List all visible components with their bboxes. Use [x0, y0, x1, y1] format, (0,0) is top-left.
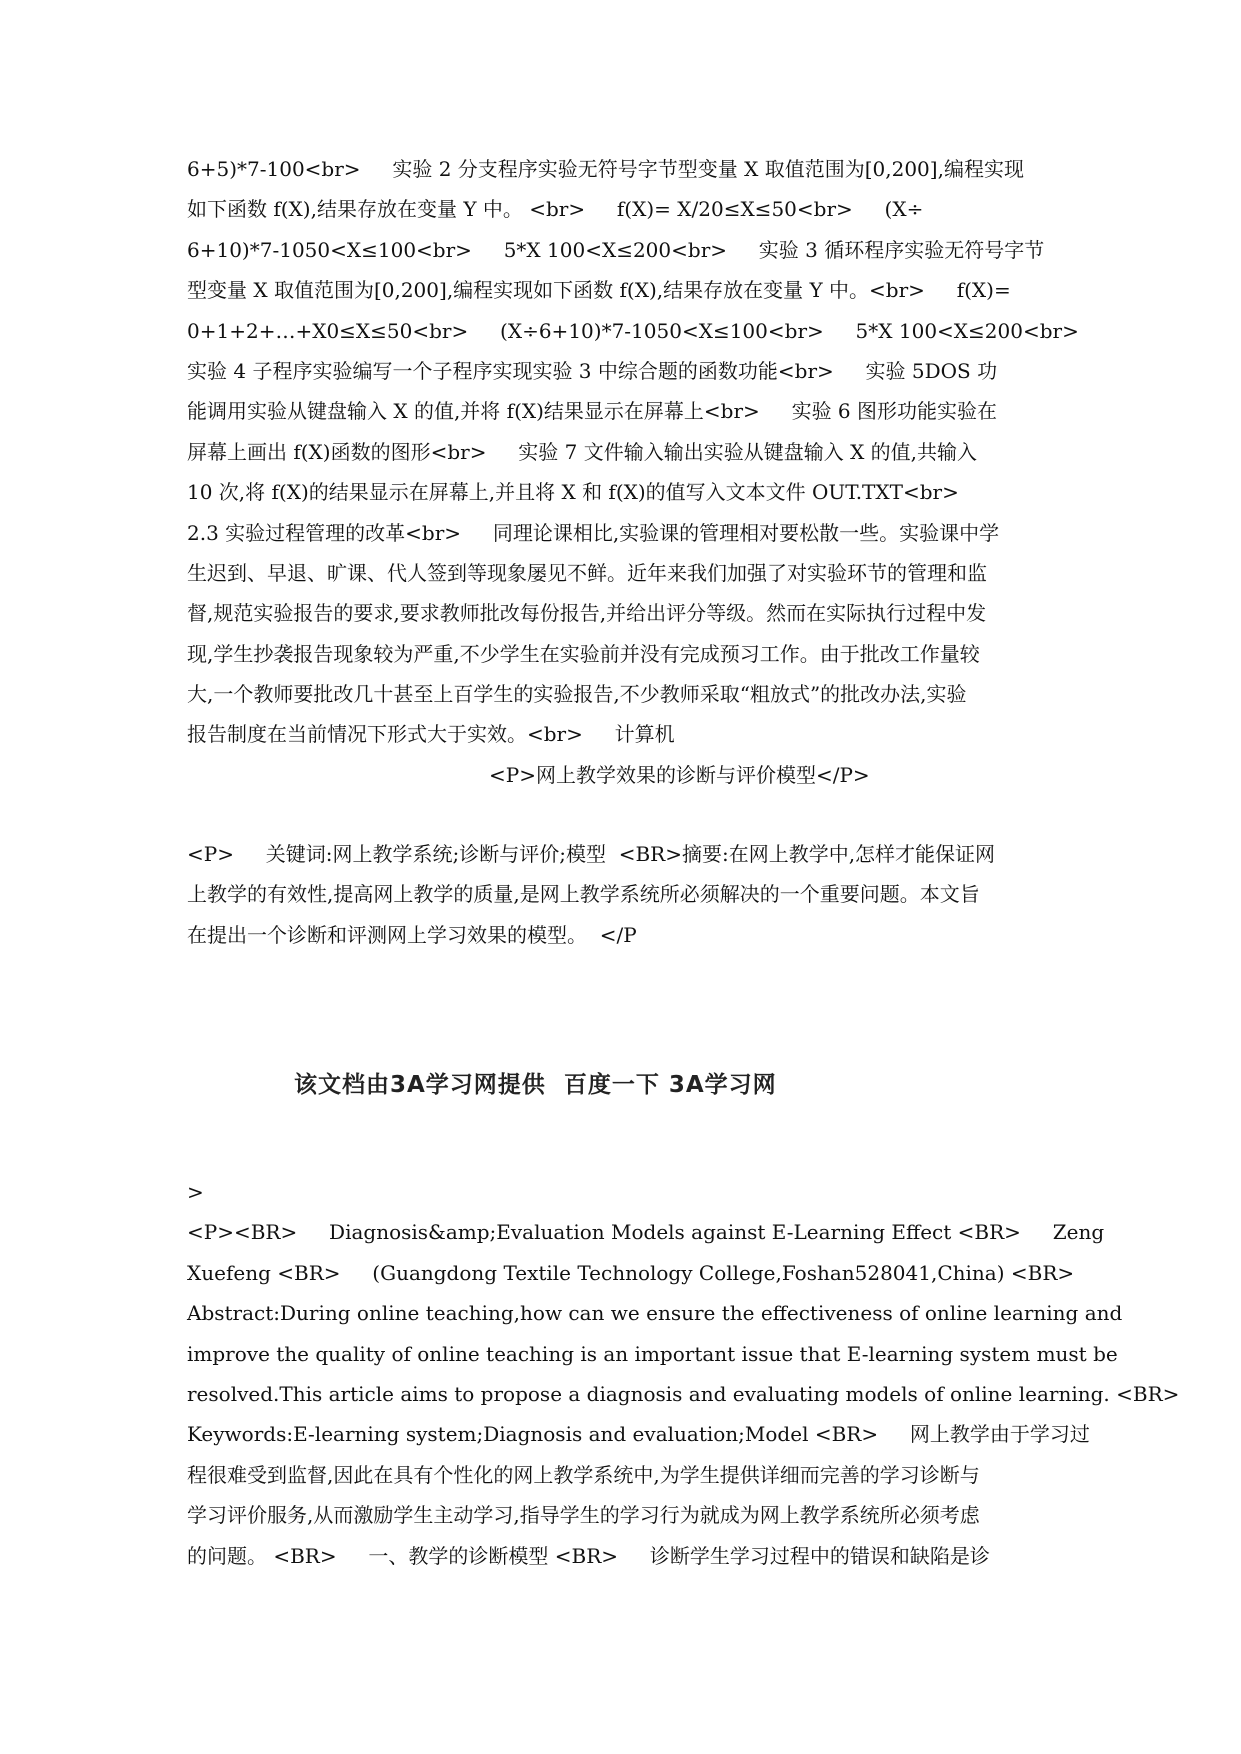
text-line: 在提出一个诊断和评测网上学习效果的模型。 </P	[187, 922, 637, 947]
text-line: 督,规范实验报告的要求,要求教师批改每份报告,并给出评分等级。然而在实际执行过程中发	[187, 601, 987, 626]
text-line: 0+1+2+…+X0≤X≤50<br> (X÷6+10)*7-1050<X≤100<br> 5*X 100<X≤200<br>	[187, 318, 1079, 343]
text-line: <P> 关键词:网上教学系统;诊断与评价;模型 <BR>摘要:在网上教学中,怎样才能保证网	[187, 842, 996, 866]
text-line: 能调用实验从键盘输入 X 的值,并将 f(X)结果显示在屏幕上<br> 实验 6 图形功能实验在	[187, 399, 998, 424]
text-line: <P><BR> Diagnosis&amp;Evaluation Models against E-Learning Effect <BR> Zeng	[187, 1220, 1105, 1245]
text-line: Abstract:During online teaching,how can we ensure the effectiveness of online learning and	[187, 1301, 1123, 1326]
text-line: 程很难受到监督,因此在具有个性化的网上教学系统中,为学生提供详细而完善的学习诊断与	[187, 1462, 980, 1487]
text-line: 学习评价服务,从而激励学生主动学习,指导学生的学习行为就成为网上教学系统所必须考虑	[187, 1503, 980, 1528]
document-section-english-abstract	[187, 1172, 1180, 1576]
text-line: 上教学的有效性,提高网上教学的质量,是网上教学系统所必须解决的一个重要问题。本文旨	[187, 882, 980, 907]
text-line: 型变量 X 取值范围为[0,200],编程实现如下函数 f(X),结果存放在变量 Y 中。<br> f(X)=	[187, 278, 1011, 303]
text-line: 6+5)*7-100<br> 实验 2 分支程序实验无符号字节型变量 X 取值范围为[0,200],编程实现	[187, 157, 1024, 181]
text-line: 2.3 实验过程管理的改革<br> 同理论课相比,实验课的管理相对要松散一些。实验课中学	[187, 520, 1000, 545]
text-line: improve the quality of online teaching is an important issue that E-learning system must be	[187, 1341, 1118, 1366]
text-line: 报告制度在当前情况下形式大于实效。<br> 计算机	[187, 722, 675, 747]
text-line: 的问题。 <BR> 一、教学的诊断模型 <BR> 诊断学生学习过程中的错误和缺陷是诊	[187, 1543, 990, 1568]
document-section-chinese-abstract	[187, 834, 1067, 955]
text-line: Xuefeng <BR> (Guangdong Textile Technology College,Foshan528041,China) <BR>	[187, 1260, 1075, 1285]
text-line: 屏幕上画出 f(X)函数的图形<br> 实验 7 文件输入输出实验从键盘输入 X 的值,共输入	[187, 439, 978, 464]
text-line: 6+10)*7-1050<X≤100<br> 5*X 100<X≤200<br> 实验 3 循环程序实验无符号字节	[187, 237, 1045, 262]
text-line: 10 次,将 f(X)的结果显示在屏幕上,并且将 X 和 f(X)的值写入文本文件 OUT.TXT<br>	[187, 480, 959, 505]
text-line: resolved.This article aims to propose a diagnosis and evaluating models of online learning. <BR>	[187, 1381, 1180, 1406]
text-line: Keywords:E-learning system;Diagnosis and evaluation;Model <BR> 网上教学由于学习过	[187, 1422, 1090, 1447]
text-line: 现,学生抄袭报告现象较为严重,不少学生在实验前并没有完成预习工作。由于批改工作量较	[187, 641, 980, 666]
text-line: >	[187, 1180, 204, 1204]
watermark-banner: 该文档由3A学习网提供 百度一下 3A学习网	[294, 1072, 777, 1098]
text-line: 生迟到、早退、旷课、代人签到等现象屡见不鲜。近年来我们加强了对实验环节的管理和监	[187, 560, 987, 585]
document-section-experiments	[187, 149, 1079, 795]
article-title: <P>网上教学效果的诊断与评价模型</P>	[489, 762, 870, 787]
text-line: 大,一个教师要批改几十甚至上百学生的实验报告,不少教师采取“粗放式”的批改办法,实验	[187, 682, 967, 707]
text-line: 如下函数 f(X),结果存放在变量 Y 中。 <br> f(X)= X/20≤X≤50<br> (X÷	[187, 197, 924, 222]
text-line: 实验 4 子程序实验编写一个子程序实现实验 3 中综合题的函数功能<br> 实验 5DOS 功	[187, 358, 998, 383]
